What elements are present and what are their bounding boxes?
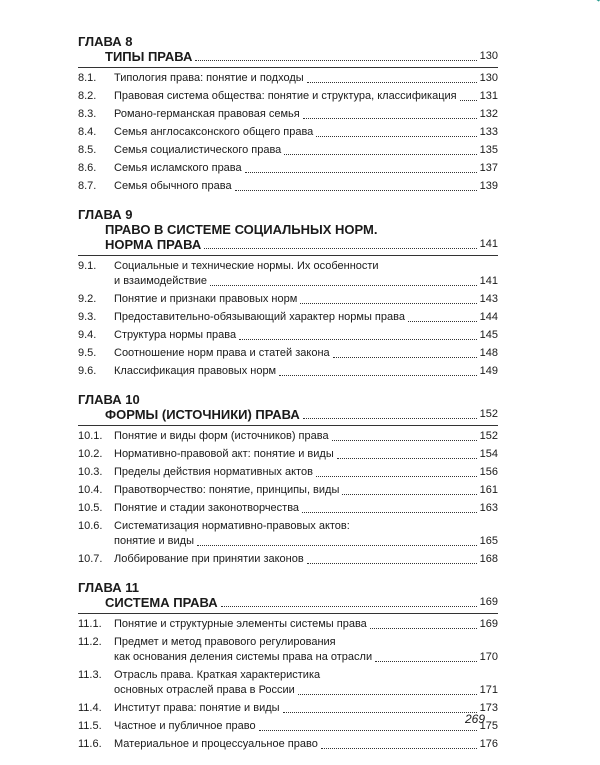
entry-text: Частное и публичное право [114,720,256,732]
chapter-page: 152 [479,408,498,420]
entry-last-line [114,447,498,462]
entry-body [114,668,498,698]
dot-leader [221,606,477,607]
dot-leader [333,357,477,358]
chapter-title-row[interactable] [78,49,498,64]
entry-body [114,292,498,307]
dot-leader [303,418,477,419]
dot-leader [370,628,477,629]
chapter-title-line: ПРАВО В СИСТЕМЕ СОЦИАЛЬНЫХ НОРМ. [105,222,378,237]
entry-text: Понятие и стадии законотворчества [114,502,300,514]
entry-body [114,125,498,140]
entry-page: 152 [479,430,498,442]
entry-page: 137 [479,162,498,174]
dot-leader [245,172,477,173]
chapter-label: ГЛАВА 11 [78,580,140,595]
toc-entry[interactable] [78,429,498,444]
dot-leader [235,190,477,191]
toc-entry[interactable] [78,501,498,516]
dot-leader [298,694,477,695]
chapter-title: ФОРМЫ (ИСТОЧНИКИ) ПРАВА [105,407,300,422]
dot-leader [316,476,477,477]
toc-entry[interactable] [78,161,498,176]
entry-number: 11.1. [78,618,102,630]
entry-last-line [114,274,498,289]
chapter-title: СИСТЕМА ПРАВА [105,595,218,610]
entry-page: 143 [479,293,498,305]
dot-leader [259,730,477,731]
entry-text: Романо-германская правовая семья [114,108,300,120]
entry-last-line [114,107,498,122]
entry-text: Материальное и процессуальное право [114,738,318,750]
entry-number: 8.6. [78,162,97,174]
toc-entry[interactable] [78,519,498,549]
entry-body [114,89,498,104]
entry-number: 9.5. [78,347,97,359]
toc-entry[interactable] [78,447,498,462]
dot-leader [375,661,477,662]
entry-page: 170 [479,651,498,663]
entry-page: 163 [479,502,498,514]
entry-page: 154 [479,448,498,460]
entry-page: 171 [479,684,498,696]
entry-number: 11.2. [78,636,102,648]
chapter-label: ГЛАВА 10 [78,392,140,407]
entry-text: Семья англосаксонского общего права [114,126,314,138]
entry-page: 169 [479,618,498,630]
entry-last-line [114,310,498,325]
chapter-rule [78,425,498,426]
entry-number: 9.1. [78,260,97,272]
entry-text: Соотношение норм права и статей закона [114,347,330,359]
entry-last-line [114,552,498,567]
entry-text: Лоббирование при принятии законов [114,553,304,565]
chapter-label: ГЛАВА 8 [78,34,133,49]
entry-page: 165 [479,535,498,547]
entry-number: 9.4. [78,329,97,341]
chapter-title: НОРМА ПРАВА [105,237,202,252]
dot-leader [302,512,477,513]
entry-number: 11.4. [78,702,102,714]
toc-entry[interactable] [78,346,498,361]
entry-text: основных отраслей права в России [114,684,295,696]
dot-leader [284,154,476,155]
entry-number: 9.6. [78,365,97,377]
chapter-section [78,207,498,379]
entry-number: 11.3. [78,669,102,681]
entry-number: 8.7. [78,180,97,192]
entry-text: Понятие и признаки правовых норм [114,293,298,305]
entry-page: 130 [479,72,498,84]
toc-entry[interactable] [78,179,498,194]
entry-body [114,465,498,480]
entry-body [114,552,498,567]
entry-page: 139 [479,180,498,192]
entry-text-line: Предмет и метод правового регулирования [114,636,336,648]
entry-page: 141 [479,275,498,287]
entry-last-line [114,617,498,632]
toc-entry[interactable] [78,719,498,734]
dot-leader [321,748,477,749]
entry-text: Пределы действия нормативных актов [114,466,313,478]
chapter-title: ТИПЫ ПРАВА [105,49,193,64]
toc-entry[interactable] [78,635,498,665]
entry-page: 175 [479,720,498,732]
entry-page: 149 [479,365,498,377]
entry-last-line [114,346,498,361]
dot-leader [307,563,477,564]
entry-page: 148 [479,347,498,359]
chapter-page: 169 [479,596,498,608]
entry-last-line [114,89,498,104]
dot-leader [316,136,476,137]
entry-last-line [114,650,498,665]
entry-body [114,143,498,158]
entry-body [114,107,498,122]
toc-entry[interactable] [78,89,498,104]
entry-number: 10.6. [78,520,103,532]
entry-page: 173 [479,702,498,714]
entry-last-line [114,429,498,444]
entry-number: 10.5. [78,502,103,514]
entry-text: Институт права: понятие и виды [114,702,280,714]
dot-leader [204,248,476,249]
toc-entry[interactable] [78,364,498,379]
entry-body [114,71,498,86]
entry-page: 144 [479,311,498,323]
toc-entry[interactable] [78,617,498,632]
entry-last-line [114,465,498,480]
dot-leader [337,458,477,459]
chapter-rule [78,67,498,68]
dot-leader [408,321,477,322]
entry-text: Семья исламского права [114,162,242,174]
entry-text-line: Отрасль права. Краткая характеристика [114,669,321,681]
entry-body [114,483,498,498]
entry-body [114,447,498,462]
toc-entry[interactable] [78,328,498,343]
entry-number: 8.2. [78,90,97,102]
entry-page: 156 [479,466,498,478]
entry-body [114,635,498,665]
entry-text: Предоставительно-обязывающий характер нормы права [114,311,405,323]
chapter-page: 141 [479,238,498,250]
chapter-title-row[interactable] [78,407,498,422]
dot-leader [283,712,477,713]
entry-page: 135 [479,144,498,156]
entry-text: Семья обычного права [114,180,232,192]
entry-page: 161 [479,484,498,496]
chapter-section [78,392,498,567]
toc-entry[interactable] [78,107,498,122]
entry-text: Структура нормы права [114,329,237,341]
entry-last-line [114,364,498,379]
entry-text: Правовая система общества: понятие и структура, классификация [114,90,457,102]
toc-entry[interactable] [78,465,498,480]
entry-body [114,346,498,361]
entry-number: 8.4. [78,126,97,138]
entry-text: Правотворчество: понятие, принципы, виды [114,484,340,496]
entry-number: 11.6. [78,738,102,750]
dot-leader [210,285,477,286]
entry-body [114,364,498,379]
entry-last-line [114,161,498,176]
entry-text: как основания деления системы права на отрасли [114,651,373,663]
entry-number: 8.1. [78,72,97,84]
dot-leader [195,60,476,61]
entry-number: 10.2. [78,448,103,460]
entry-body [114,179,498,194]
entry-number: 10.7. [78,553,103,565]
toc-entry[interactable] [78,125,498,140]
entry-number: 8.5. [78,144,97,156]
entry-page: 132 [479,108,498,120]
dot-leader [300,303,476,304]
entry-body [114,617,498,632]
entry-last-line [114,719,498,734]
page-number: 269 [465,712,486,726]
entry-body [114,501,498,516]
chapter-section [78,34,498,194]
table-of-contents [78,34,498,765]
entry-text: и взаимодействие [114,275,207,287]
entry-last-line [114,143,498,158]
entry-page: 131 [479,90,498,102]
entry-number: 10.4. [78,484,103,496]
entry-body [114,328,498,343]
entry-number: 10.3. [78,466,103,478]
entry-page: 176 [479,738,498,750]
toc-entry[interactable] [78,310,498,325]
entry-body [114,259,498,289]
chapter-section [78,580,498,752]
chapter-rule [78,255,498,256]
entry-last-line [114,125,498,140]
entry-text: Классификация правовых норм [114,365,277,377]
chapter-title-row[interactable] [78,237,498,252]
toc-entry[interactable] [78,701,498,716]
dot-leader [239,339,477,340]
chapter-page: 130 [479,50,498,62]
entry-page: 168 [479,553,498,565]
dot-leader [332,440,477,441]
entry-body [114,719,498,734]
dot-leader [460,100,477,101]
corner-decoration-line [525,0,600,2]
entry-text: Нормативно-правовой акт: понятие и виды [114,448,334,460]
entry-body [114,310,498,325]
entry-number: 9.2. [78,293,97,305]
dot-leader [307,82,477,83]
dot-leader [342,494,476,495]
toc-entry[interactable] [78,143,498,158]
toc-entry[interactable] [78,292,498,307]
entry-text: Семья социалистического права [114,144,282,156]
entry-number: 8.3. [78,108,97,120]
entry-text: Понятие и структурные элементы системы права [114,618,367,630]
entry-body [114,161,498,176]
entry-number: 9.3. [78,311,97,323]
entry-text: Типология права: понятие и подходы [114,72,304,84]
entry-number: 11.5. [78,720,102,732]
entry-text: Понятие и виды форм (источников) права [114,430,329,442]
entry-text-line: Систематизация нормативно-правовых актов: [114,520,350,532]
entry-last-line [114,701,498,716]
dot-leader [303,118,477,119]
entry-body [114,701,498,716]
dot-leader [279,375,477,376]
toc-entry[interactable] [78,668,498,698]
chapter-rule [78,613,498,614]
entry-number: 10.1. [78,430,103,442]
toc-entry[interactable] [78,483,498,498]
entry-body [114,429,498,444]
entry-last-line [114,534,498,549]
entry-last-line [114,501,498,516]
entry-last-line [114,71,498,86]
toc-entry[interactable] [78,552,498,567]
toc-entry[interactable] [78,71,498,86]
entry-body [114,519,498,549]
entry-last-line [114,683,498,698]
entry-last-line [114,179,498,194]
dot-leader [197,545,477,546]
toc-entry[interactable] [78,259,498,289]
entry-page: 145 [479,329,498,341]
entry-last-line [114,483,498,498]
entry-last-line [114,292,498,307]
entry-text: понятие и виды [114,535,194,547]
entry-last-line [114,328,498,343]
entry-page: 133 [479,126,498,138]
entry-text-line: Социальные и технические нормы. Их особенности [114,260,379,272]
chapter-label: ГЛАВА 9 [78,207,133,222]
chapter-title-row[interactable] [78,595,498,610]
